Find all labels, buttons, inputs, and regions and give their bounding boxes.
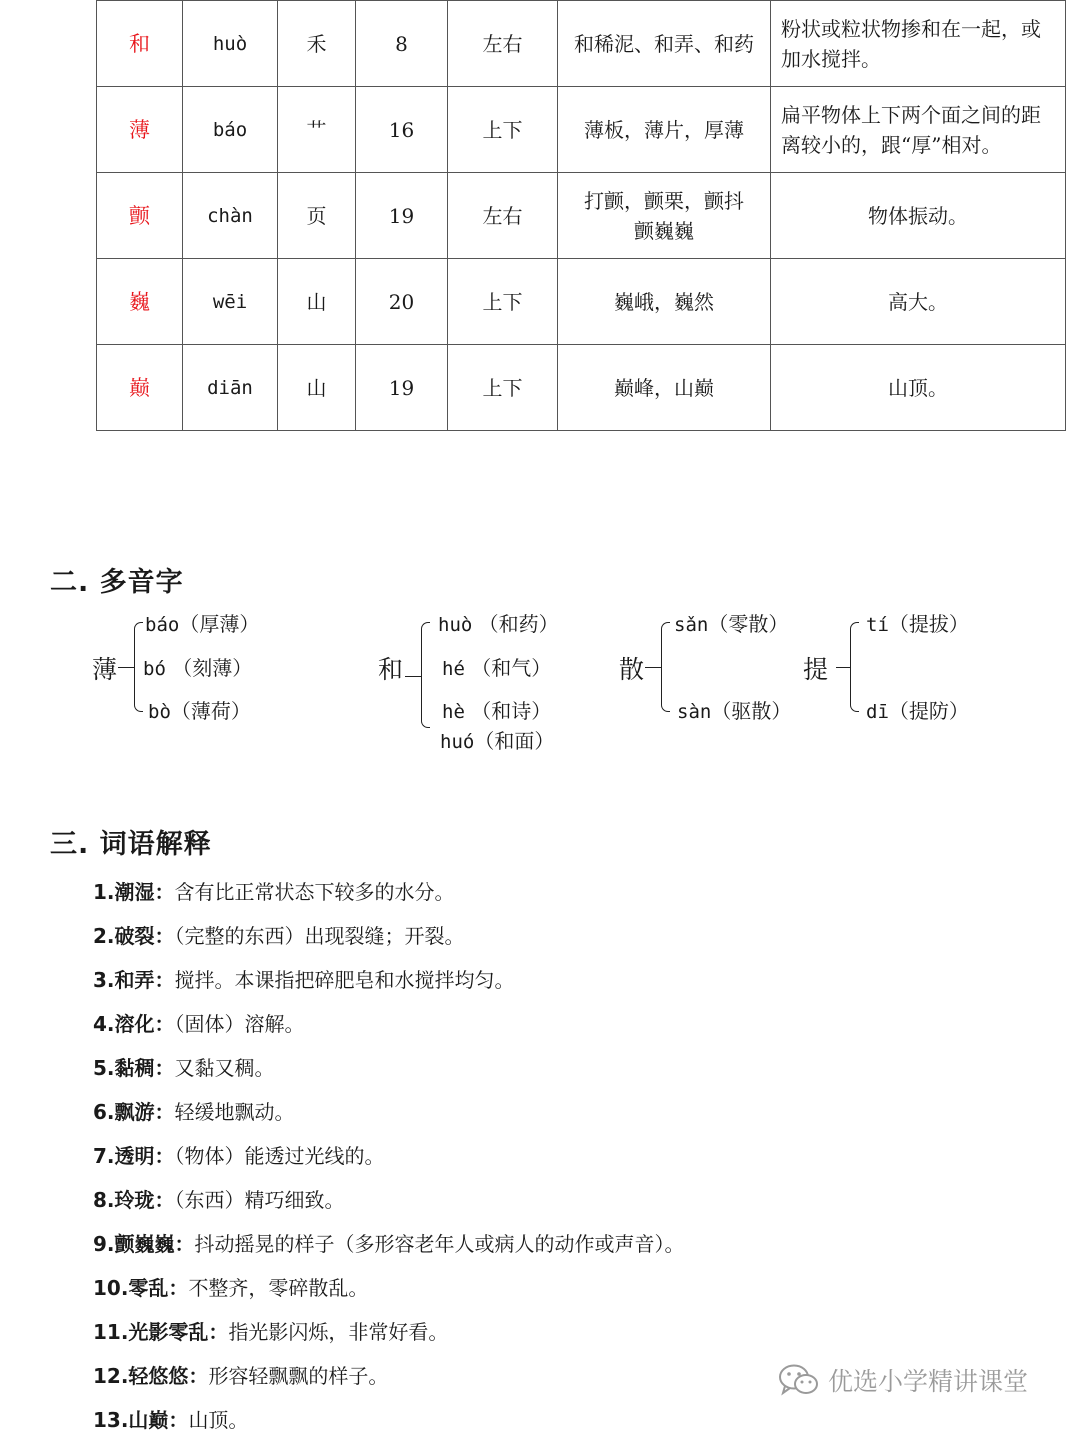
section-title-polyphonic: 二. 多音字 — [50, 567, 184, 598]
bracket-stem — [645, 667, 661, 668]
list-item: 2.破裂：（完整的东西）出现裂缝；开裂。 — [93, 924, 465, 948]
table-cell-radical: 页 — [278, 173, 356, 259]
list-item: 9.颤巍巍：抖动摇晃的样子（多形容老年人或病人的动作或声音）。 — [93, 1232, 685, 1256]
bracket-stem — [836, 667, 850, 668]
table-cell-words: 巍峨，巍然 — [558, 259, 771, 345]
table-cell-meaning: 粉状或粒状物掺和在一起，或加水搅拌。 — [771, 1, 1066, 87]
poly-reading: huó（和面） — [440, 729, 555, 753]
table-row — [97, 259, 1066, 345]
brace-bracket — [421, 622, 430, 728]
poly-reading: bó （刻薄） — [143, 656, 253, 680]
poly-reading: báo（厚薄） — [145, 612, 260, 636]
watermark-text: 优选小学精讲课堂 — [828, 1367, 1029, 1396]
table-cell-structure: 左右 — [448, 173, 558, 259]
table-cell-words: 和稀泥、和弄、和药 — [558, 1, 771, 87]
table-cell-strokes: 20 — [356, 259, 448, 345]
list-item: 1.潮湿：含有比正常状态下较多的水分。 — [93, 880, 455, 904]
list-item: 11.光影零乱：指光影闪烁，非常好看。 — [93, 1320, 449, 1344]
table-cell-pinyin: wēi — [183, 259, 278, 345]
poly-reading: tí（提拔） — [866, 612, 969, 636]
brace-bracket — [850, 622, 859, 712]
list-item: 5.黏稠：又黏又稠。 — [93, 1056, 275, 1080]
table-cell-words: 薄板，薄片，厚薄 — [558, 87, 771, 173]
brace-bracket — [134, 622, 143, 712]
poly-char: 散 — [619, 655, 645, 684]
table-cell-char: 巅 — [97, 345, 183, 431]
table-cell-radical: 艹 — [278, 87, 356, 173]
table-cell-pinyin: diān — [183, 345, 278, 431]
list-item: 7.透明：（物体）能透过光线的。 — [93, 1144, 385, 1168]
list-item: 10.零乱：不整齐，零碎散乱。 — [93, 1276, 369, 1300]
bracket-stem — [405, 676, 421, 677]
table-cell-radical: 山 — [278, 345, 356, 431]
table-row — [97, 1, 1066, 87]
table-cell-pinyin: huò — [183, 1, 278, 87]
poly-reading: hè （和诗） — [442, 699, 552, 723]
table-cell-meaning: 扁平物体上下两个面之间的距离较小的，跟“厚”相对。 — [771, 87, 1066, 173]
brace-bracket — [661, 622, 670, 712]
table-cell-words: 打颤，颤栗，颤抖颤巍巍 — [558, 173, 771, 259]
table-row — [97, 87, 1066, 173]
table-cell-char: 颤 — [97, 173, 183, 259]
definition-list — [93, 870, 1053, 1442]
poly-reading: bò（薄荷） — [148, 699, 251, 723]
table-cell-char: 和 — [97, 1, 183, 87]
table-cell-char: 巍 — [97, 259, 183, 345]
wechat-icon — [778, 1363, 820, 1397]
table-cell-char: 薄 — [97, 87, 183, 173]
table-cell-structure: 上下 — [448, 345, 558, 431]
table-cell-strokes: 19 — [356, 345, 448, 431]
poly-reading: hé （和气） — [442, 656, 552, 680]
table-cell-strokes: 8 — [356, 1, 448, 87]
character-table — [96, 0, 1066, 431]
table-cell-radical: 山 — [278, 259, 356, 345]
table-cell-meaning: 高大。 — [771, 259, 1066, 345]
list-item: 8.玲珑：（东西）精巧细致。 — [93, 1188, 345, 1212]
poly-char: 薄 — [92, 655, 118, 684]
table-cell-pinyin: chàn — [183, 173, 278, 259]
list-item: 6.飘游：轻缓地飘动。 — [93, 1100, 295, 1124]
table-cell-structure: 上下 — [448, 87, 558, 173]
table-cell-meaning: 山顶。 — [771, 345, 1066, 431]
list-item: 13.山巅：山顶。 — [93, 1408, 249, 1432]
table-cell-strokes: 16 — [356, 87, 448, 173]
table-row — [97, 345, 1066, 431]
table-cell-words: 巅峰，山巅 — [558, 345, 771, 431]
table-cell-structure: 上下 — [448, 259, 558, 345]
poly-reading: sàn（驱散） — [677, 699, 792, 723]
poly-reading: sǎn（零散） — [674, 612, 789, 636]
table-cell-meaning: 物体振动。 — [771, 173, 1066, 259]
poly-char: 和 — [378, 655, 404, 684]
poly-reading: dī（提防） — [866, 699, 969, 723]
list-item: 3.和弄：搅拌。本课指把碎肥皂和水搅拌均匀。 — [93, 968, 515, 992]
bracket-stem — [118, 667, 134, 668]
table-cell-pinyin: báo — [183, 87, 278, 173]
list-item: 12.轻悠悠：形容轻飘飘的样子。 — [93, 1364, 389, 1388]
poly-char: 提 — [803, 655, 829, 684]
table-row — [97, 173, 1066, 259]
list-item: 4.溶化：（固体）溶解。 — [93, 1012, 305, 1036]
table-cell-structure: 左右 — [448, 1, 558, 87]
table-cell-radical: 禾 — [278, 1, 356, 87]
poly-reading: huò （和药） — [438, 612, 559, 636]
section-title-vocabulary: 三. 词语解释 — [50, 829, 212, 860]
table-cell-strokes: 19 — [356, 173, 448, 259]
watermark — [778, 1360, 1028, 1400]
